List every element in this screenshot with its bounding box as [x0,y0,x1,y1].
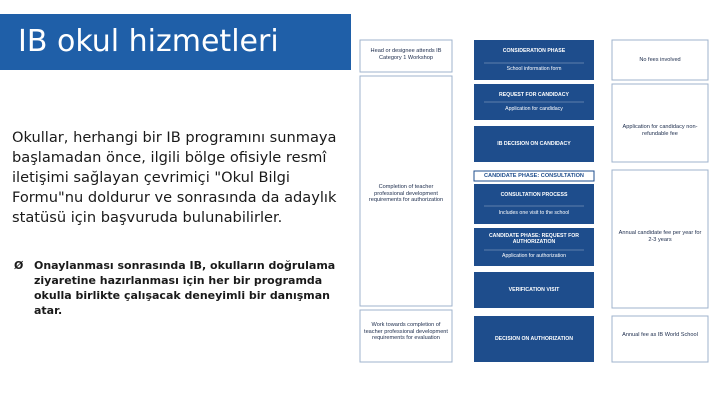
right-label-fee: Application for candidacy non-refundable fee [622,124,698,137]
authorization-title: CANDIDATE PHASE: REQUEST FOR AUTHORIZATION [488,233,580,246]
bullet-text: Onaylanması sonrasında IB, okulların doğrulama ziyaretine hazırlanması için her bir programda okulla birlikte çalışacak deneyimli bir danışman atar. [34,259,336,317]
verification-visit: VERIFICATION VISIT [508,287,560,293]
left-label-bottom: Work towards completion of teacher professional development requirements for evaluation [364,322,448,342]
left-label-top: Head or designee attends IB Category 1 Workshop [370,48,442,61]
slide-title: IB okul hizmetleri [0,14,351,70]
candidate-phase-label: CANDIDATE PHASE: CONSULTATION [484,173,584,179]
request-sub: Application for candidacy [505,106,563,112]
bullet-item [12,258,352,318]
left-label-middle: Completion of teacher professional development requirements for authorization [368,184,444,204]
arrow-bullet-icon: Ø [14,259,24,272]
phase-box-consideration [474,40,594,80]
request-title: REQUEST FOR CANDIDACY [498,92,570,98]
right-label-no-fees: No fees involved [639,57,681,63]
consultation-sub: Includes one visit to the school [498,210,570,216]
right-label-school: Annual fee as IB World School [622,332,698,338]
authorization-sub: Application for authorization [501,253,567,259]
right-label-annual: Annual candidate fee per year for 2-3 years [618,230,702,243]
right-box-school [612,316,708,362]
right-box-fee [612,84,708,162]
authorization-process-diagram [356,38,712,368]
consideration-sub: School information form [506,66,562,72]
consultation-title: CONSULTATION PROCESS [500,192,568,198]
decision-candidacy: IB DECISION ON CANDIDACY [497,141,571,147]
consideration-title: CONSIDERATION PHASE [502,48,566,54]
phase-box-consultation [474,184,594,224]
decision-authorization: DECISION ON AUTHORIZATION [494,336,574,342]
intro-paragraph: Okullar, herhangi bir IB programını sunmaya başlamadan önce, ilgili bölge ofisiyle resmî iletişimi sağlayan çevrimiçi "Okul Bilgi Formu"nu doldurur ve sonrasında da adaylık statüsü için başvuruda bulunabilirler. [12,129,337,226]
